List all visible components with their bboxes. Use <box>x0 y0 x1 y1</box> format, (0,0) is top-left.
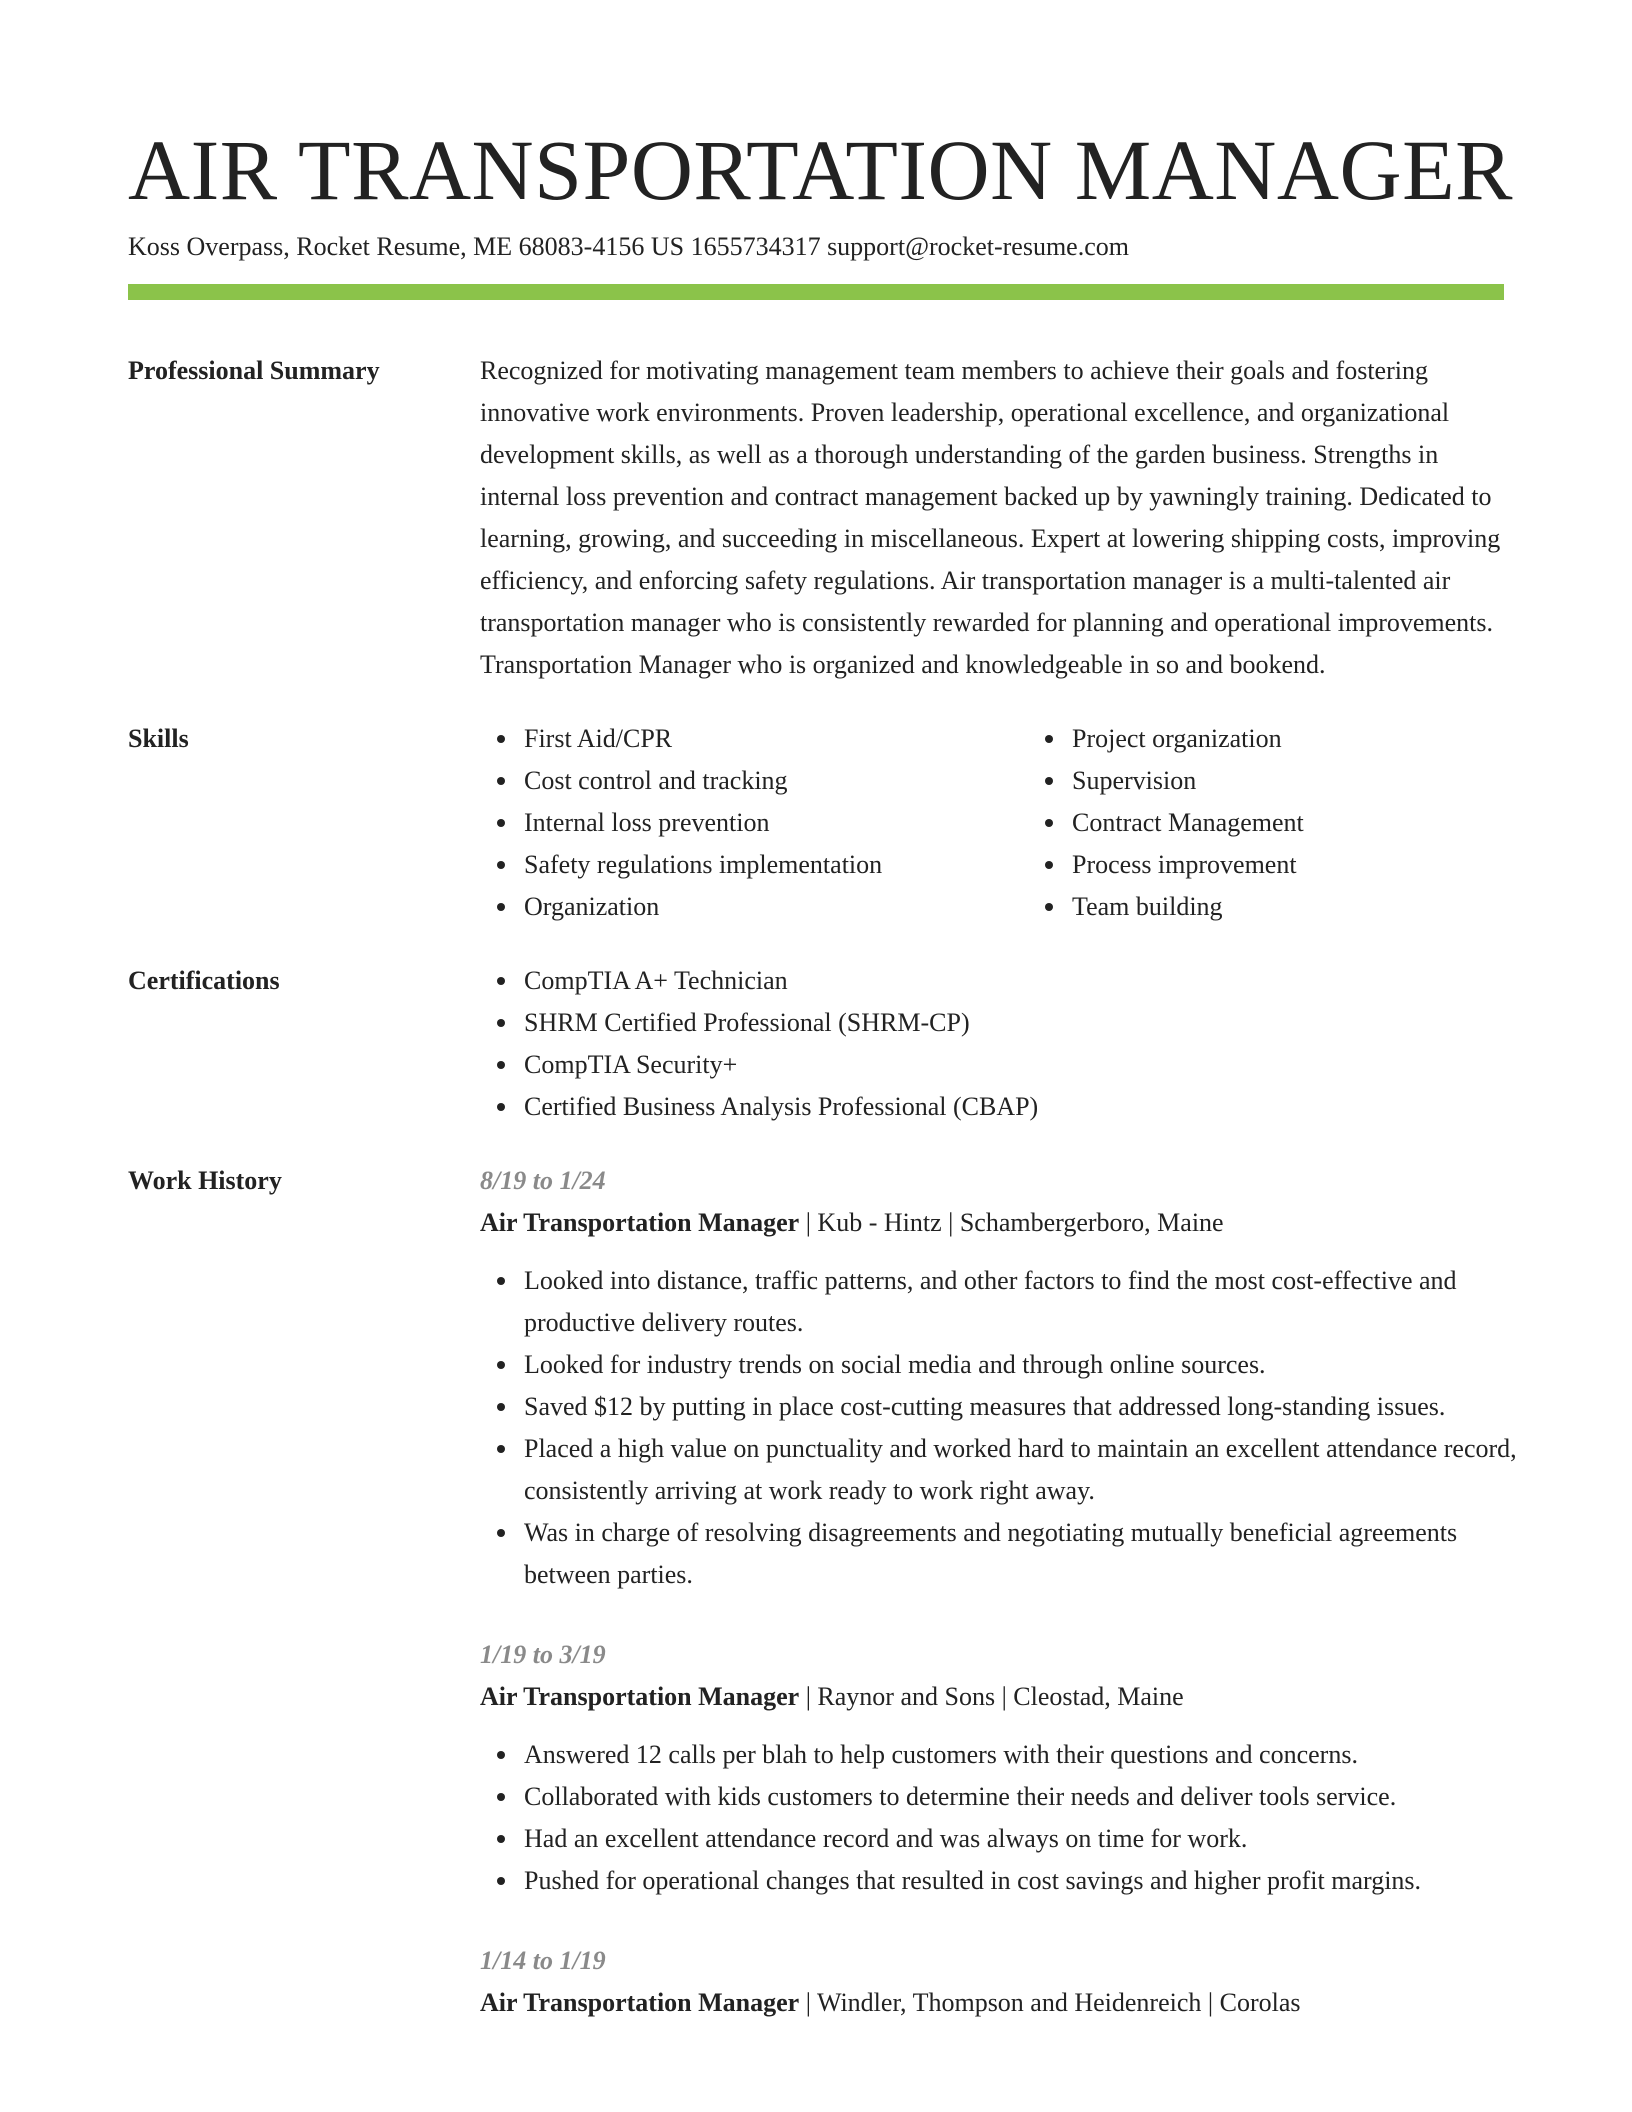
summary-text: Recognized for motivating management team members to achieve their goals and fostering innovative work environments. Proven leadership, operational excellence, and organizational development skills, as well as a thorough understanding of the garden business. Strengths in internal loss prevention and contract management backed up by yawningly training. Dedicated to learning, growing, and succeeding in miscellaneous. Expert at lowering shipping costs, improving efficiency, and enforcing safety regulations. Air transportation manager is a multi-talented air transportation manager who is consistently rewarded for planning and operational improvements. Transportation Manager who is organized and knowledgeable in so and bookend. <box>480 356 1501 679</box>
section-heading: Professional Summary <box>128 356 380 385</box>
skill-item: Project organization <box>1072 718 1576 760</box>
section-heading: Certifications <box>128 966 280 995</box>
job-dates: 1/14 to 1/19 <box>480 1946 606 1975</box>
job-bullet: Collaborated with kids customers to determine their needs and deliver tools service. <box>524 1776 1538 1818</box>
skill-item: Process improvement <box>1072 844 1576 886</box>
skills-section <box>128 718 1504 928</box>
job-header <box>480 1202 1538 1244</box>
skill-item: Safety regulations implementation <box>524 844 1028 886</box>
job-bullet: Answered 12 calls per blah to help customers with their questions and concerns. <box>524 1734 1538 1776</box>
skills-list-left <box>480 718 1028 928</box>
certification-item: CompTIA Security+ <box>524 1044 1504 1086</box>
job-bullet: Looked into distance, traffic patterns, and other factors to find the most cost-effective and productive delivery routes. <box>524 1260 1538 1344</box>
resume-page <box>128 120 1517 2062</box>
certification-item: CompTIA A+ Technician <box>524 960 1504 1002</box>
section-heading: Skills <box>128 724 189 753</box>
job-bullets <box>480 1734 1538 1902</box>
job-entry <box>480 1634 1538 1902</box>
job-title: Air Transportation Manager <box>480 1682 800 1711</box>
resume-name: AIR TRANSPORTATION MANAGER <box>128 122 1514 218</box>
job-company-location: | Kub - Hintz | Schambergerboro, Maine <box>799 1208 1224 1237</box>
job-bullets <box>480 1260 1538 1596</box>
skill-item: First Aid/CPR <box>524 718 1028 760</box>
job-bullet: Placed a high value on punctuality and worked hard to maintain an excellent attendance record, consistently arriving at work ready to work right away. <box>524 1428 1538 1512</box>
job-header <box>480 1982 1538 2024</box>
job-entry <box>480 1940 1538 2024</box>
work-history-section <box>128 1160 1517 2062</box>
accent-divider <box>128 284 1504 300</box>
certifications-section <box>128 960 1504 1128</box>
skill-item: Contract Management <box>1072 802 1576 844</box>
skill-item: Team building <box>1072 886 1576 928</box>
skill-item: Organization <box>524 886 1028 928</box>
certification-item: SHRM Certified Professional (SHRM-CP) <box>524 1002 1504 1044</box>
job-dates: 8/19 to 1/24 <box>480 1166 606 1195</box>
job-title: Air Transportation Manager <box>480 1988 800 2017</box>
contact-info: Koss Overpass, Rocket Resume, ME 68083-4156 US 1655734317 support@rocket-resume.com <box>128 232 1129 261</box>
section-heading: Work History <box>128 1166 282 1195</box>
professional-summary-section <box>128 350 1504 686</box>
job-title: Air Transportation Manager <box>480 1208 800 1237</box>
job-bullet: Pushed for operational changes that resulted in cost savings and higher profit margins. <box>524 1860 1538 1902</box>
job-dates: 1/19 to 3/19 <box>480 1640 606 1669</box>
job-bullet: Had an excellent attendance record and was always on time for work. <box>524 1818 1538 1860</box>
skill-item: Supervision <box>1072 760 1576 802</box>
job-company-location: | Windler, Thompson and Heidenreich | Corolas <box>799 1988 1301 2017</box>
job-bullet: Looked for industry trends on social media and through online sources. <box>524 1344 1538 1386</box>
job-header <box>480 1676 1538 1718</box>
skill-item: Cost control and tracking <box>524 760 1028 802</box>
job-bullet: Saved $12 by putting in place cost-cutting measures that addressed long-standing issues. <box>524 1386 1538 1428</box>
job-company-location: | Raynor and Sons | Cleostad, Maine <box>799 1682 1184 1711</box>
certification-item: Certified Business Analysis Professional (CBAP) <box>524 1086 1504 1128</box>
certifications-list <box>480 960 1504 1128</box>
job-entry <box>480 1160 1538 1596</box>
job-bullet: Was in charge of resolving disagreements and negotiating mutually beneficial agreements between parties. <box>524 1512 1538 1596</box>
skills-list-right <box>1028 718 1576 928</box>
skill-item: Internal loss prevention <box>524 802 1028 844</box>
